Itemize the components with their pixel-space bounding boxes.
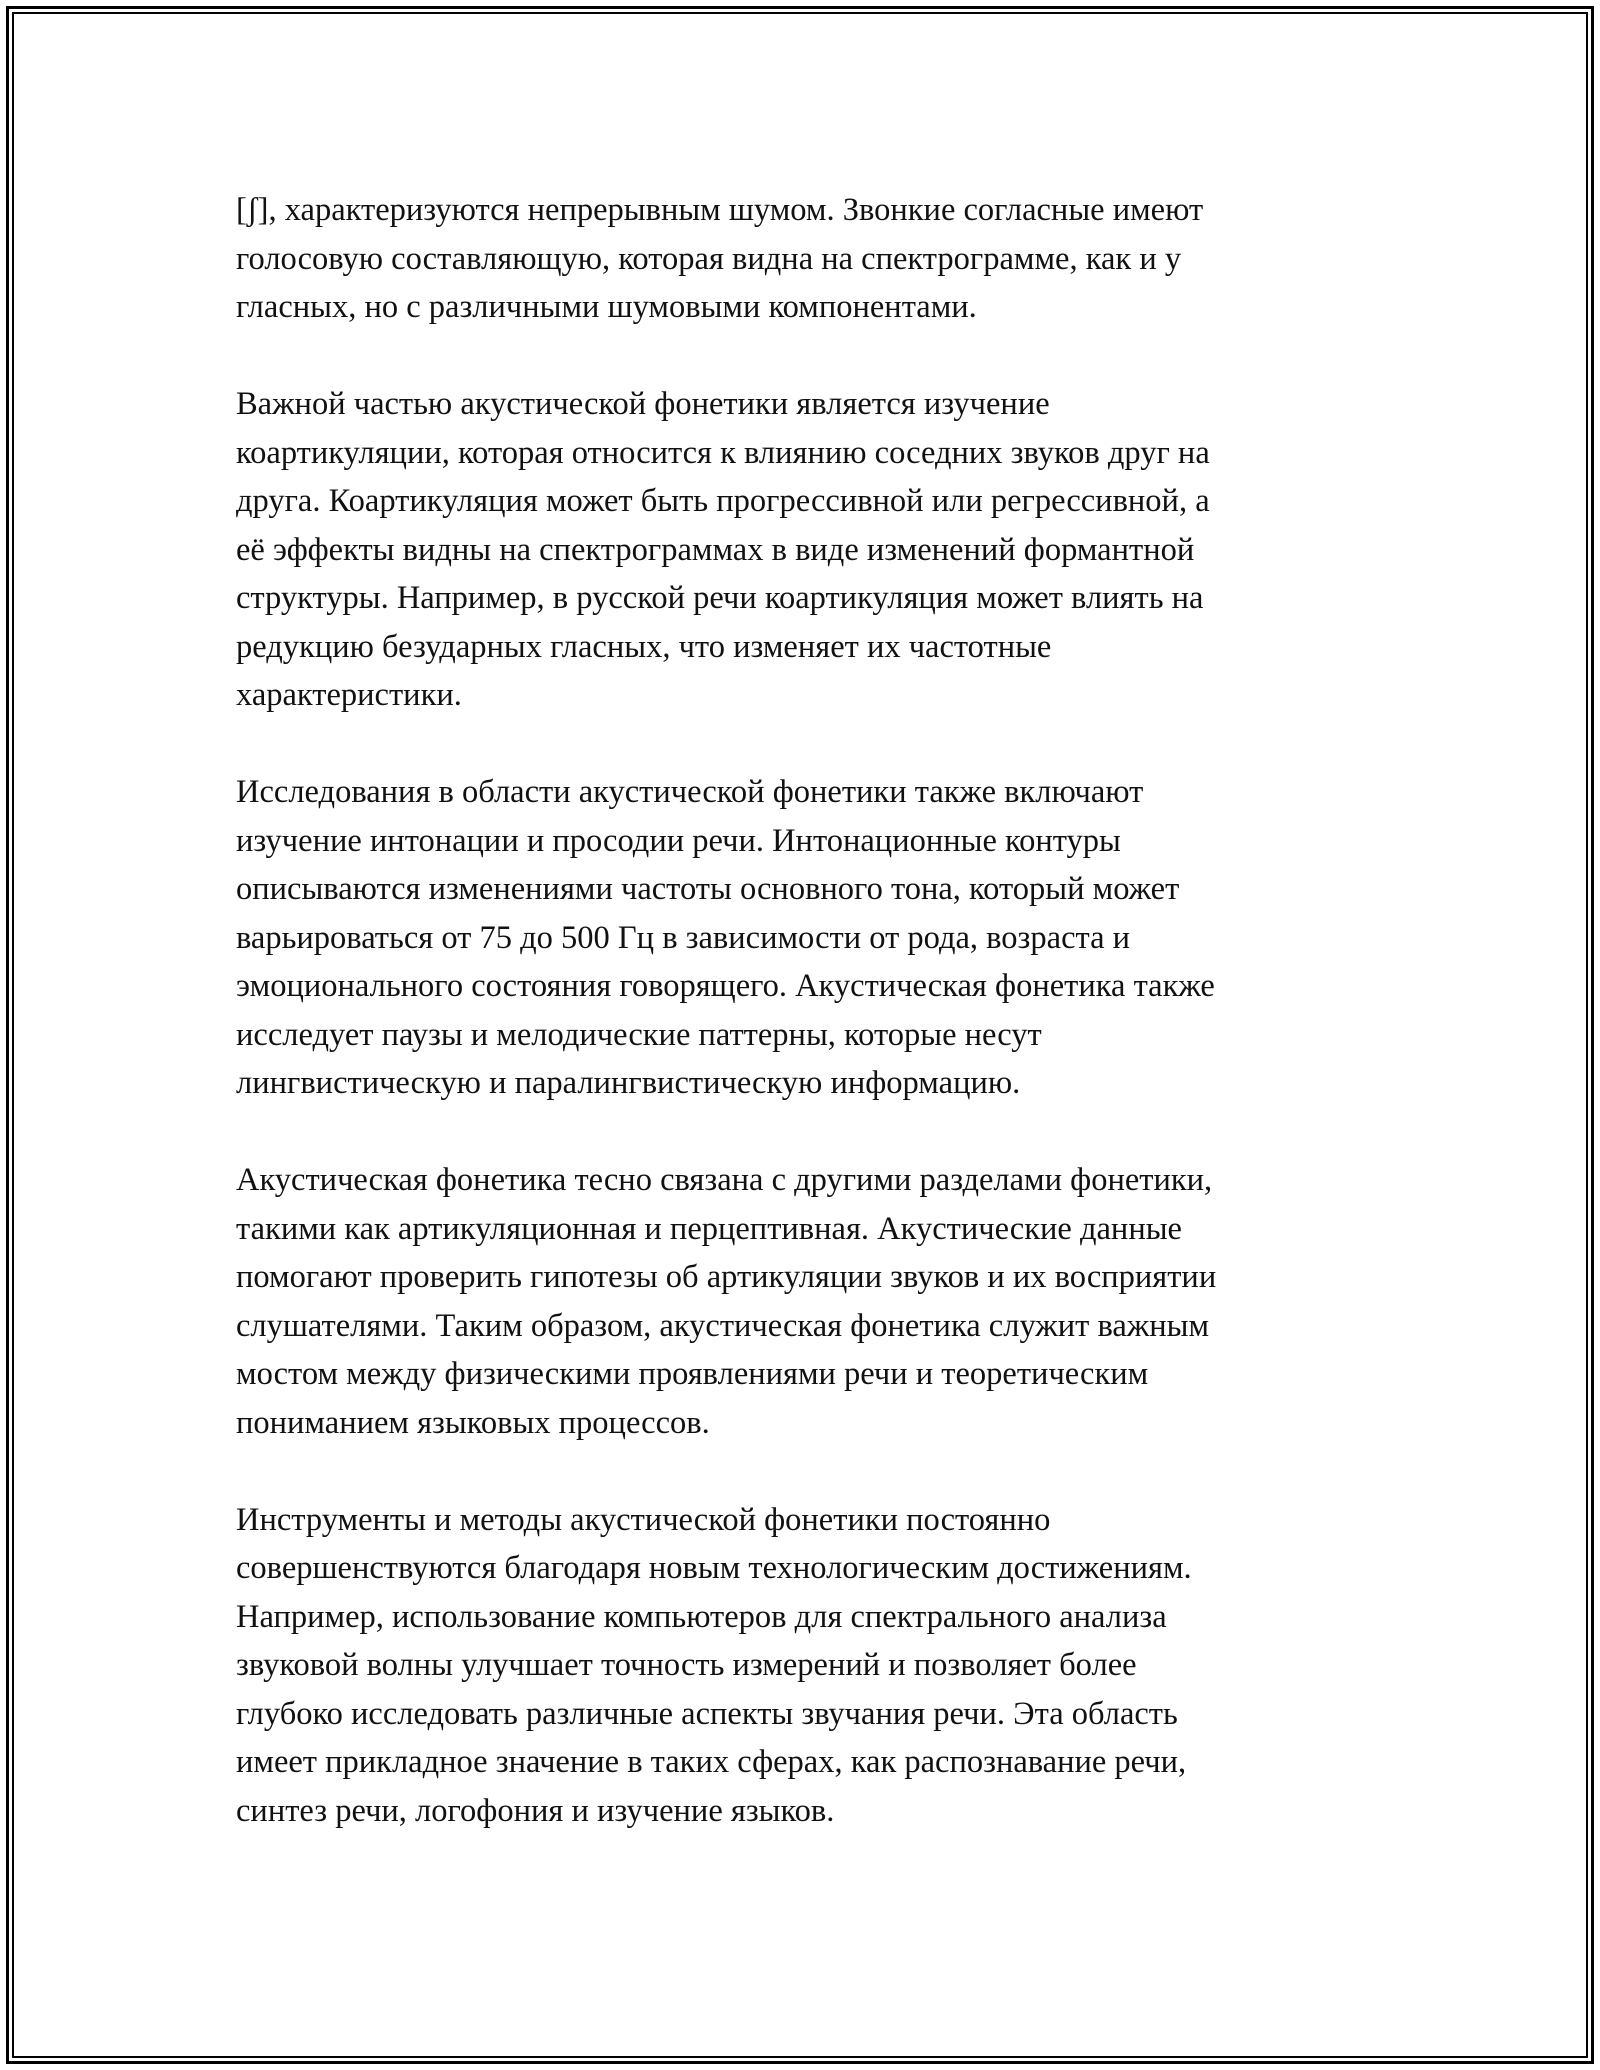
text-line: мостом между физическими проявлениями речи и теоретическим [236, 1356, 1149, 1392]
text-line: Важной частью акустической фонетики является изучение [236, 386, 1050, 422]
text-line: друга. Коартикуляция может быть прогрессивной или регрессивной, а [236, 483, 1210, 519]
text-line: синтез речи, логофония и изучение языков. [236, 1792, 835, 1829]
paragraph-5 [236, 1496, 1356, 1836]
text-line: Акустическая фонетика тесно связана с другими разделами фонетики, [236, 1162, 1213, 1198]
text-line: варьироваться от 75 до 500 Гц в зависимости от рода, возраста и [236, 919, 1131, 956]
text-line: лингвистическую и паралингвистическую информацию. [236, 1065, 1021, 1101]
paragraph-3 [236, 768, 1356, 1108]
paragraph-2 [236, 380, 1356, 720]
text-line: Например, использование компьютеров для спектрального анализа [236, 1598, 1167, 1635]
text-line: характеристики. [236, 677, 462, 713]
document-body [236, 186, 1356, 1884]
paragraph-4 [236, 1156, 1356, 1447]
text-line: слушателями. Таким образом, акустическая фонетика служит важным [236, 1307, 1210, 1344]
text-line: [ʃ], характеризуются непрерывным шумом. Звонкие согласные имеют [236, 192, 1204, 228]
text-line: коартикуляции, которая относится к влиянию соседних звуков друг на [236, 434, 1210, 471]
paragraph-1 [236, 186, 1356, 332]
text-line: её эффекты видны на спектрограммах в виде изменений формантной [236, 531, 1195, 568]
text-line: эмоционального состояния говорящего. Акустическая фонетика также [236, 968, 1215, 1004]
text-line: совершенствуются благодаря новым технологическим достижениям. [236, 1550, 1192, 1586]
text-line: гласных, но с различными шумовыми компонентами. [236, 289, 977, 325]
text-line: глубоко исследовать различные аспекты звучания речи. Эта область [236, 1695, 1178, 1732]
text-line: редукцию безударных гласных, что изменяет их частотные [236, 628, 1052, 665]
text-line: изучение интонации и просодии речи. Интонационные контуры [236, 822, 1121, 859]
text-line: Исследования в области акустической фонетики также включают [236, 774, 1144, 810]
text-line: структуры. Например, в русской речи коартикуляция может влиять на [236, 580, 1204, 616]
text-line: имеет прикладное значение в таких сферах, как распознавание речи, [236, 1744, 1187, 1780]
text-line: помогают проверить гипотезы об артикуляции звуков и их восприятии [236, 1259, 1217, 1295]
text-line: пониманием языковых процессов. [236, 1404, 710, 1441]
text-line: такими как артикуляционная и перцептивная. Акустические данные [236, 1210, 1182, 1247]
text-line: Инструменты и методы акустической фонетики постоянно [236, 1501, 1051, 1538]
text-line: звуковой волны улучшает точность измерений и позволяет более [236, 1647, 1137, 1683]
text-line: описываются изменениями частоты основного тона, который может [236, 871, 1180, 907]
text-line: голосовую составляющую, которая видна на спектрограмме, как и у [236, 240, 1182, 277]
text-line: исследует паузы и мелодические паттерны, которые несут [236, 1016, 1042, 1053]
